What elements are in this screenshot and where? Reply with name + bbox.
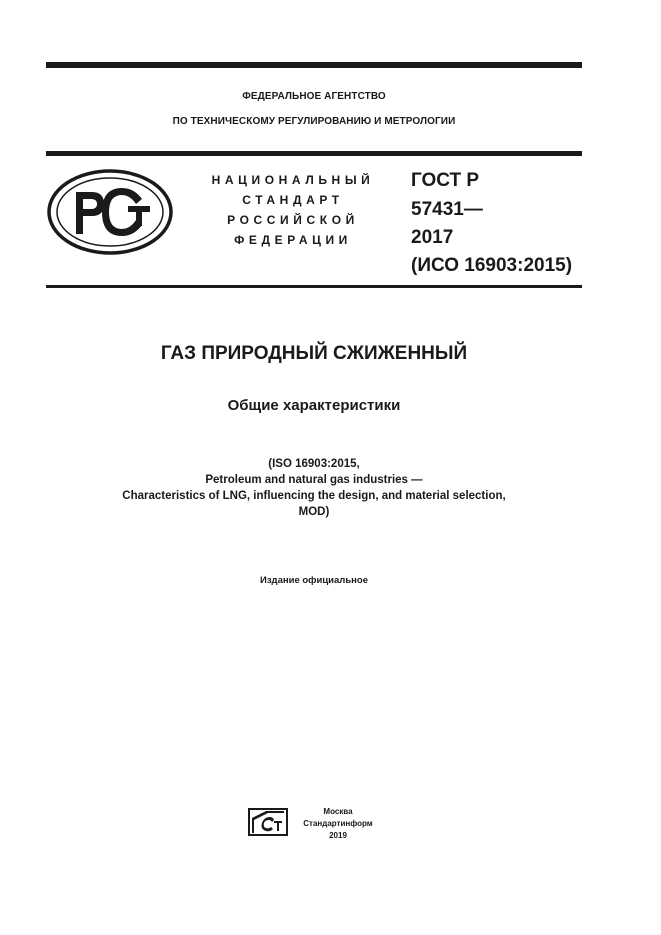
publisher-name: Стандартинформ (303, 819, 373, 828)
rst-certification-mark-icon (46, 168, 174, 256)
standard-type-line-1: НАЦИОНАЛЬНЫЙ (211, 173, 375, 187)
standard-designation-line-2: 57431— (411, 199, 483, 220)
standard-type-line-3: РОССИЙСКОЙ (227, 213, 359, 227)
iso-reference-line-4: MOD) (298, 506, 330, 518)
iso-reference-line-3: Characteristics of LNG, influencing the design, and material selection, (122, 490, 506, 502)
top-rule (46, 62, 582, 68)
standard-designation-line-1: ГОСТ Р (411, 170, 480, 191)
lower-rule (46, 285, 582, 288)
middle-rule (46, 151, 582, 156)
standard-designation-line-4: (ИСО 16903:2015) (411, 255, 573, 276)
iso-reference-line-2: Petroleum and natural gas industries — (205, 474, 423, 486)
edition-note: Издание официальное (260, 575, 368, 586)
document-title: ГАЗ ПРИРОДНЫЙ СЖИЖЕННЫЙ (160, 343, 468, 364)
agency-name-line-1: ФЕДЕРАЛЬНОЕ АГЕНТСТВО (242, 91, 386, 102)
standartinform-logo-icon (248, 808, 288, 836)
publication-year: 2019 (329, 831, 347, 840)
agency-name-line-2: ПО ТЕХНИЧЕСКОМУ РЕГУЛИРОВАНИЮ И МЕТРОЛОГИИ (172, 116, 456, 127)
publisher-city: Москва (323, 807, 353, 816)
iso-reference-line-1: (ISO 16903:2015, (268, 458, 360, 470)
document-subtitle: Общие характеристики (227, 397, 401, 414)
standard-designation-line-3: 2017 (411, 227, 454, 248)
standard-type-line-2: СТАНДАРТ (242, 193, 344, 207)
standard-type-line-4: ФЕДЕРАЦИИ (234, 233, 352, 247)
